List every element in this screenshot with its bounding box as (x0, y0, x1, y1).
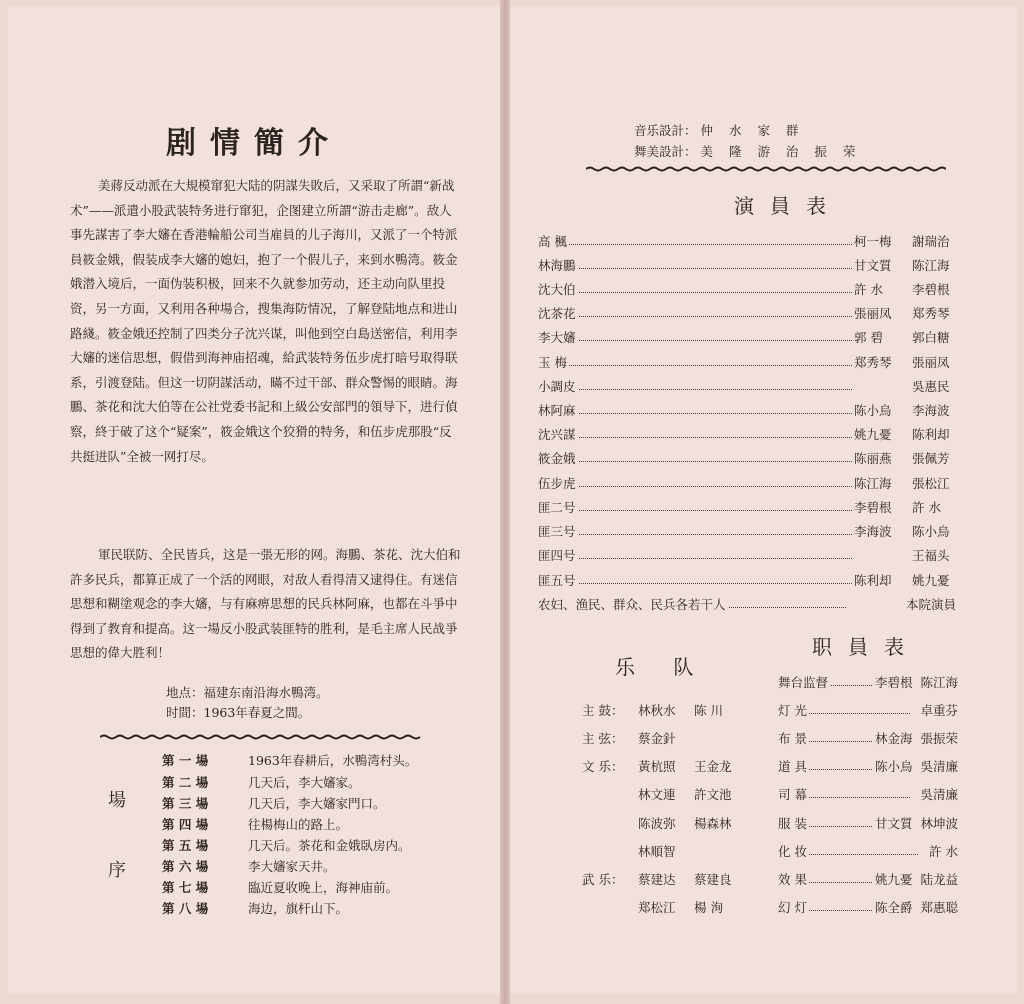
cast-actor-2: 陈利却 (912, 427, 950, 442)
staff-person-1: 陈全爵 (874, 900, 913, 915)
staff-row (778, 757, 958, 777)
band-member-2: 王金龙 (694, 759, 732, 774)
scene-number: 第 八 場 (162, 901, 209, 916)
band-row (582, 814, 744, 832)
staff-job: 灯 光 (778, 703, 807, 718)
staff-job: 幻 灯 (778, 900, 807, 915)
band-member-1: 郑松江 (638, 900, 676, 915)
wavy-divider (586, 166, 946, 172)
cast-actor-1: 柯一梅 (854, 234, 892, 249)
band-member-1: 蔡金針 (638, 731, 676, 746)
cast-row (538, 425, 956, 445)
cast-role: 伍步虎 (538, 476, 576, 491)
staff-row (778, 870, 958, 890)
cast-row (538, 595, 956, 615)
cast-role: 李大嬸 (538, 330, 576, 345)
cast-actor-1: 張丽凤 (854, 306, 892, 321)
cast-row (538, 401, 956, 421)
cast-actor-1: 姚九憂 (854, 427, 892, 442)
staff-person-2: 林坤波 (920, 816, 958, 831)
staff-row (778, 814, 958, 834)
scene-row (162, 857, 336, 875)
band-instrument: 文 乐： (582, 759, 624, 774)
staff-person-1: 陈小烏 (874, 759, 913, 774)
scene-number: 第 一 場 (162, 753, 209, 768)
band-row (582, 870, 744, 888)
staff-person-1: 林金海 (874, 731, 913, 746)
setting-place: 地点：福建东南沿海水鴨湾。 (166, 685, 329, 700)
cast-actor-1: 甘文質 (854, 258, 892, 273)
band-member-1: 林文連 (638, 787, 676, 802)
scene-order-label-1: 場 (108, 790, 126, 811)
scene-number: 第 三 場 (162, 796, 209, 811)
staff-job: 道 具 (778, 759, 807, 774)
cast-role: 林阿麻 (538, 403, 576, 418)
cast-actor-2: 謝瑞治 (912, 234, 950, 249)
cast-role: 沈茶花 (538, 306, 576, 321)
design-value: 美 隆 游 治 振 荣 (700, 144, 862, 159)
staff-person-2: 吳清廉 (920, 787, 958, 802)
staff-person-2: 卓重芬 (920, 703, 958, 718)
cast-row (538, 474, 956, 494)
cast-role: 玉 梅 (538, 355, 567, 370)
staff-person-2: 張振荣 (920, 731, 958, 746)
staff-job: 布 景 (778, 731, 807, 746)
cast-role: 沈大伯 (538, 282, 576, 297)
cast-actor-1: 許 水 (854, 282, 883, 297)
cast-row (538, 522, 956, 542)
right-page (510, 6, 1018, 994)
staff-row (778, 898, 958, 918)
design-label: 音乐設計： (634, 123, 697, 138)
band-member-2: 楊 洵 (694, 900, 723, 915)
staff-person-2: 吳清廉 (920, 759, 958, 774)
cast-role: 农妇、渔民、群众、民兵各若干人 (538, 597, 726, 612)
cast-actor-1: 李海波 (854, 524, 892, 539)
band-member-1: 林秋水 (638, 703, 676, 718)
synopsis-paragraph-2: 軍民联防、全民皆兵，这是一張无形的网。海鵬、茶花、沈大伯和許多民兵，都算正成了一个活的网眼，对敌人看得清又逮得住。有迷信思想和糊塗观念的李大嬸，与有麻痹思想的民兵林阿麻，也都在斗爭中得到了教育和提高。这一場反小股武装匪特的胜利，是毛主席人民战爭思想的偉大胜利！ (70, 547, 461, 661)
staff-person-2: 陈江海 (920, 675, 958, 690)
book-spine (500, 0, 510, 1004)
staff-row (778, 673, 958, 693)
cast-actor-1: 郭 碧 (854, 330, 883, 345)
cast-actor-1: 郑秀琴 (854, 355, 892, 370)
cast-actor-2: 吳惠民 (912, 379, 950, 394)
scene-desc: 海边，旗杆山下。 (248, 901, 349, 916)
scene-row (162, 773, 361, 791)
setting-time: 时間：1963年春夏之間。 (166, 705, 311, 720)
synopsis-title: 剧情簡介 (166, 126, 342, 161)
scene-row (162, 836, 411, 854)
cast-row (538, 571, 956, 591)
band-row (582, 701, 744, 719)
cast-row (538, 280, 956, 300)
band-instrument: 主 鼓： (582, 703, 624, 718)
cast-role: 高 楓 (538, 234, 567, 249)
band-row (582, 898, 744, 916)
scene-row (162, 815, 348, 833)
design-credit (634, 121, 804, 139)
scene-desc: 几天后。茶花和金娥臥房内。 (248, 838, 411, 853)
band-member-2: 許文池 (694, 787, 732, 802)
staff-person-2: 郑惠聪 (920, 900, 958, 915)
cast-role: 林海鵬 (538, 258, 576, 273)
cast-actor-2: 陈小烏 (912, 524, 950, 539)
staff-person-2: 陆龙益 (920, 872, 958, 887)
scene-number: 第 四 場 (162, 817, 209, 832)
cast-actor-2: 張松江 (912, 476, 950, 491)
scene-row (162, 794, 386, 812)
cast-role: 匪三号 (538, 524, 576, 539)
cast-role: 筱金娥 (538, 451, 576, 466)
staff-row (778, 729, 958, 749)
scene-desc: 李大嬸家天井。 (248, 859, 336, 874)
cast-actor-2: 王福头 (912, 548, 950, 563)
band-member-2: 蔡建良 (694, 872, 732, 887)
scene-number: 第 五 場 (162, 838, 209, 853)
scene-desc: 往楊梅山的路上。 (248, 817, 349, 832)
cast-actor-2: 郭白糖 (912, 330, 950, 345)
band-title: 乐 队 (615, 655, 710, 679)
cast-row (538, 377, 956, 397)
wavy-divider (100, 734, 424, 740)
cast-row (538, 328, 956, 348)
staff-person-1: 姚九憂 (874, 872, 913, 887)
band-row (582, 757, 744, 775)
band-instrument: 武 乐： (582, 872, 624, 887)
cast-actor-1: 陈丽燕 (854, 451, 892, 466)
staff-job: 服 装 (778, 816, 807, 831)
scene-order-label-2: 序 (108, 860, 126, 881)
band-row (582, 842, 744, 860)
band-member-2: 楊森林 (694, 816, 732, 831)
scene-desc: 臨近夏收晚上，海神庙前。 (248, 880, 399, 895)
cast-actor-1: 陈利却 (854, 573, 892, 588)
scene-row (162, 899, 348, 917)
scene-desc: 几天后，李大嬸家門口。 (248, 796, 386, 811)
cast-row (538, 256, 956, 276)
cast-role: 匪五号 (538, 573, 576, 588)
band-member-1: 陈波弥 (638, 816, 676, 831)
cast-actor-2: 郑秀琴 (912, 306, 950, 321)
band-member-2: 陈 川 (694, 703, 723, 718)
cast-actor-2: 姚九憂 (912, 573, 950, 588)
scene-desc: 1963年春耕后，水鴨湾村头。 (248, 753, 418, 768)
cast-actor-1: 陈小烏 (854, 403, 892, 418)
cast-actor-2: 許 水 (912, 500, 941, 515)
scene-desc: 几天后，李大嬸家。 (248, 775, 361, 790)
cast-actor-2: 張丽凤 (912, 355, 950, 370)
cast-actor-2: 陈江海 (912, 258, 950, 273)
scene-row (162, 751, 417, 769)
scene-number: 第 二 場 (162, 775, 209, 790)
cast-role: 沈兴謀 (538, 427, 576, 442)
cast-actor-2: 本院演員 (905, 597, 956, 612)
cast-actor-2: 李海波 (912, 403, 950, 418)
cast-actor-1: 陈江海 (854, 476, 892, 491)
staff-row (778, 785, 958, 805)
scene-row (162, 878, 398, 896)
cast-role: 匪四号 (538, 548, 576, 563)
band-instrument: 主 弦： (582, 731, 624, 746)
cast-actor-2: 張佩芳 (912, 451, 950, 466)
staff-job: 舞台监督 (778, 675, 829, 690)
left-page (8, 6, 500, 994)
staff-row (778, 842, 958, 862)
cast-actor-1: 李碧根 (854, 500, 892, 515)
band-row (582, 785, 744, 803)
cast-row (538, 232, 956, 252)
band-member-1: 林順智 (638, 844, 676, 859)
staff-person-1: 甘文質 (874, 816, 913, 831)
cast-role: 小調皮 (538, 379, 576, 394)
design-value: 仲 水 家 群 (700, 123, 805, 138)
cast-row (538, 304, 956, 324)
staff-person-1: 李碧根 (874, 675, 913, 690)
synopsis-paragraph-1: 美蔣反动派在大規模窜犯大陆的阴謀失敗后，又采取了所謂“新战术”——派遣小股武装特务进行窜犯，企图建立所謂“游击走廊”。敌人事先謀害了李大嬸在香港輪船公司当雇員的儿子海川，又派了一个特派員筱金娥，假装成李大嬸的媳妇，抱了一个假儿子，来到水鴨湾。筱金娥潜入境后，一面伪装积极，回来不久就参加劳动，还主动向队里投资，另一方面，又利用各种場合，搜集海防情况，了解登陆地点和进山路綫。筱金娥还控制了四类分子沈兴谋，叫他到空白島送密信，利用李大嬸的迷信思想，假借到海神庙招魂，給武装特务伍步虎打暗号取得联系，引渡登陆。但这一切阴謀活动，瞞不过干部、群众警惕的眼睛。海鵬、茶花和沈大伯等在公社党委书記和上級公安部門的領导下，进行偵察，終于破了这个“疑案”，筱金娥这个狡猾的特务，和伍步虎那股“反共挺进队”全被一网打尽。 (70, 178, 458, 464)
staff-job: 效 果 (778, 872, 807, 887)
band-row (582, 729, 744, 747)
staff-person-2: 許 水 (929, 844, 958, 859)
band-member-1: 黃杭照 (638, 759, 676, 774)
cast-role: 匪二号 (538, 500, 576, 515)
cast-row (538, 546, 956, 566)
cast-row (538, 498, 956, 518)
staff-row (778, 701, 958, 721)
band-member-1: 蔡建达 (638, 872, 676, 887)
cast-title: 演員表 (734, 194, 842, 218)
design-credit (634, 142, 861, 160)
staff-title: 职員表 (812, 635, 920, 659)
scene-number: 第 六 場 (162, 859, 209, 874)
staff-job: 司 幕 (778, 787, 807, 802)
scene-number: 第 七 場 (162, 880, 209, 895)
cast-row (538, 449, 956, 469)
design-label: 舞美設計： (634, 144, 697, 159)
cast-actor-2: 李碧根 (912, 282, 950, 297)
cast-row (538, 353, 956, 373)
staff-job: 化 妆 (778, 844, 807, 859)
